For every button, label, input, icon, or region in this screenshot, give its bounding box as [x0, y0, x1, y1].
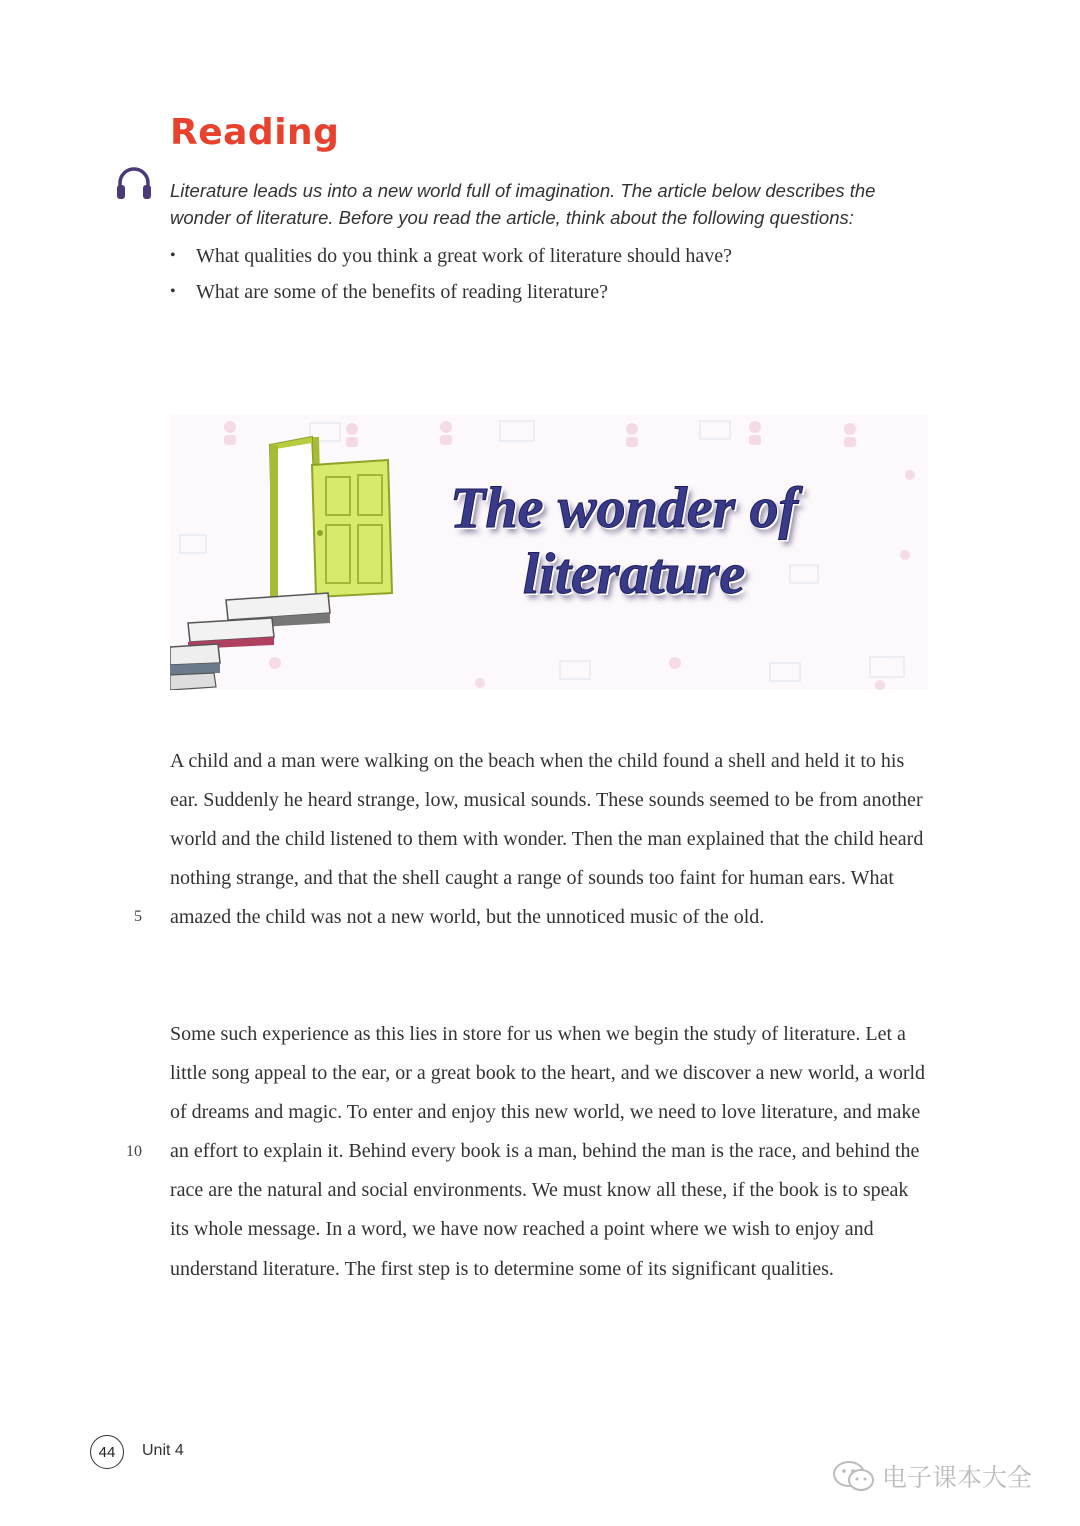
question-text: What qualities do you think a great work of literature should have?: [196, 245, 732, 267]
banner-title-line2: literature: [522, 541, 746, 606]
section-title: Reading: [170, 112, 340, 153]
bullet-icon: •: [170, 247, 176, 264]
headphones-icon[interactable]: [114, 164, 154, 204]
watermark: [832, 1458, 1032, 1494]
line-number: 5: [134, 908, 142, 925]
page-number: 44: [90, 1435, 124, 1469]
unit-label: Unit 4: [142, 1442, 184, 1459]
question-item: [170, 274, 910, 310]
question-item: [170, 238, 910, 274]
wechat-icon: [832, 1459, 876, 1493]
banner-title: [170, 475, 928, 607]
question-text: What are some of the benefits of reading literature?: [196, 281, 609, 303]
article-paragraph-2: Some such experience as this lies in store for us when we begin the study of literature. Let a little song appeal to the ear, or a great book to the heart, and we discover a new world, a world of dreams and magic. To enter and enjoy this new world, we need to love literature, and make an effort to explain it. Behind every book is a man, behind the man is the race, and behind the race are the natural and social environments. We must know all these, if the book is to speak its whole message. In a word, we have now reached a point where we wish to enjoy and understand literature. The first step is to determine some of its significant qualities.: [170, 1023, 926, 1280]
article-paragraph-1: A child and a man were walking on the beach when the child found a shell and held it to his ear. Suddenly he heard strange, low, musical sounds. These sounds seemed to be from another world and the child listened to them with wonder. Then the man explained that the child heard nothing strange, and that the shell caught a range of sounds too faint for human ears. What amazed the child was not a new world, but the unnoticed music of the old.: [170, 750, 924, 929]
watermark-text: 电子课本大全: [882, 1463, 1033, 1492]
line-number: 10: [126, 1143, 142, 1160]
pre-reading-questions: [170, 238, 910, 310]
intro-text: Literature leads us into a new world full of imagination. The article below describes the wonder of literature. Before you read the article, think about the following questions:: [170, 180, 876, 228]
banner-title-line1: The wonder of: [450, 475, 798, 540]
bullet-icon: •: [170, 283, 176, 300]
article-banner: [170, 415, 928, 690]
